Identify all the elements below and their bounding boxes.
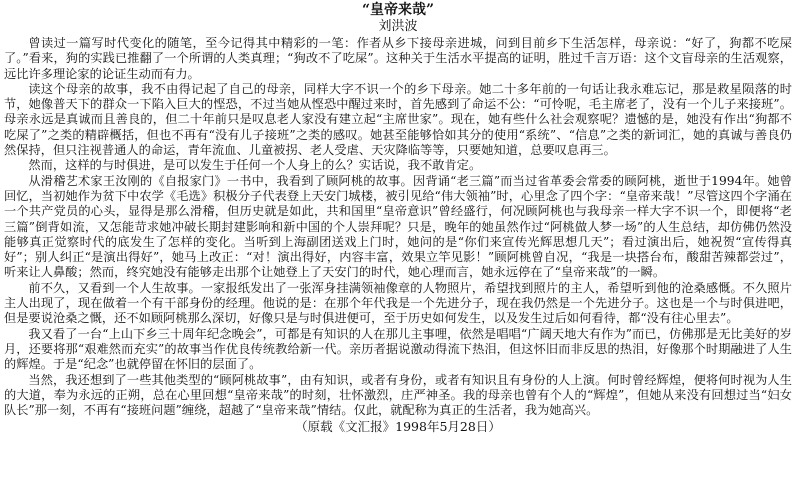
paragraph: 曾读过一篇写时代变化的随笔，至今记得其中精彩的一笔：作者从乡下接母亲进城，问到目前乡下生活怎样，母亲说：“好了，狗都不吃屎了。”看来，狗的实践已推翻了一个所谓的人类真理；“狗改不了吃屎”。这种关于生活水平提高的证明，胜过千言万语：这个文盲母亲的生活观察，远比许多理论家的论证生动而有力。 [4, 36, 792, 81]
article-title: “皇帝来哉” [361, 2, 435, 18]
article-author: 刘洪波 [378, 19, 418, 34]
paragraph: 前不久，又看到一个人生故事。一家报纸发出了一张浑身挂满领袖像章的人物照片，希望找到照片的主人，希望听到他的沧桑感慨。不久照片主人出现了，现在做着一个有干部身份的经理。他说的是：在那个年代我是一个先进分子，现在我仍然是一个先进分子。这也是一个与时俱进吧，但是要说沧桑之慨，还不如顾阿桃那么深切，好像只是与时俱进便可，至于历史如何发生，以及发生过后如何看待，都“没有往心里去”。 [4, 280, 792, 326]
paragraph: 当然，我还想到了一些其他类型的“顾阿桃故事”，由有知识，或者有身份，或者有知识且有身份的人上演。何时曾经辉煌，便将何时视为人生的大道，奉为永远的正朔，总在心里回想“皇帝来哉”的时刻，壮怀激烈，庄严神圣。我的母亲也曾有个人的“辉煌”，但她从来没有回想过当“妇女队长”那一刻，不再有“接班问题”缠绕，超越了“皇帝来哉”情结。仅此，就配称为真正的生活者，我为她高兴。 [4, 372, 792, 418]
article-body [4, 36, 792, 418]
paragraph: 我又看了一台“上山下乡三十周年纪念晚会”，可都是有知识的人在那儿主事哩，依然是唱唱“广阔天地大有作为”而已，仿佛那是无比美好的岁月，还要将那“艰难然而充实”的故事当作优良传统教给新一代。亲历者据说激动得流下热泪，但这怀旧而非反思的热泪，好像那个时期融进了人生的辉煌。于是“纪念”也就停留在怀旧的层面了。 [4, 326, 792, 372]
paragraph: 从滑稽艺术家王汝刚的《自报家门》一书中，我看到了顾阿桃的故事。因背诵“老三篇”而当过省革委会常委的顾阿桃，逝世于1994年。她曾回忆，当初她作为贫下中农学《毛选》积极分子代表登上天安门城楼，被引见给“伟大领袖”时，心里念了四个字：“皇帝来哉！”尽管这四个字涌在一个共产党员的心头，显得是那么滑稽，但历史就是如此，共和国里“皇帝意识”曾经盛行，何况顾阿桃也与我母亲一样大字不识一个，即便将“老三篇”倒背如流，又怎能苛求她冲破长期封建影响和新中国的个人崇拜呢？只是，晚年的她虽然作过“阿桃做人梦一场”的人生总结，却仿佛仍然没能够真正觉察时代的底发生了怎样的变化。当听到上海副团送戏上门时，她问的是“你们来宣传光辉思想几天”；看过演出后，她祝贺“宣传得真好”；别人纠正“是演出得好”，她马上改正：“对！演出得好，内容丰富，效果立竿见影！”顾阿桃曾自况，“我是一块搭台布，酸甜苦辣都尝过”，听来让人鼻酸；然而，终究她没有能够走出那个让她登上了天安门的时代，她心理而言，她永远停在了“皇帝来哉”的一瞬。 [4, 173, 792, 280]
paragraph: 读这个母亲的故事，我不由得记起了自己的母亲，同样大字不识一个的乡下母亲。她二十多年前的一句话让我永难忘记，那是救星陨落的时节，她像普天下的群众一下陷入巨大的悭恐，不过当她从悭恐中醒过来时，首先感到了命运不公：“可怜呢，毛主席老了，没有一个儿子来接班”。母亲永远是真诚而且善良的，但二十年前只是叹息老人家没有建立起“主席世家”。现在，她有些什么社会观察呢？遗憾的是，她没有作出“狗都不吃屎了”之类的精辟概括，但也不再有“没有儿子接班”之类的感叹。她甚至能够恰如其分的使用“系统”、“信息”之类的新词汇，她的真诚与善良仍然保持，但只注视普通人的命运，青年流血、儿童被拐、老人受虐、天灾降临等等，只要她知道，总要叹息再三。 [4, 81, 792, 158]
article-page [0, 1, 796, 497]
article-source: （原载《文汇报》1998年5月28日） [295, 419, 501, 435]
paragraph: 然而，这样的与时俱进，是可以发生于任何一个人身上的么？实话说，我不敢肯定。 [28, 158, 482, 173]
